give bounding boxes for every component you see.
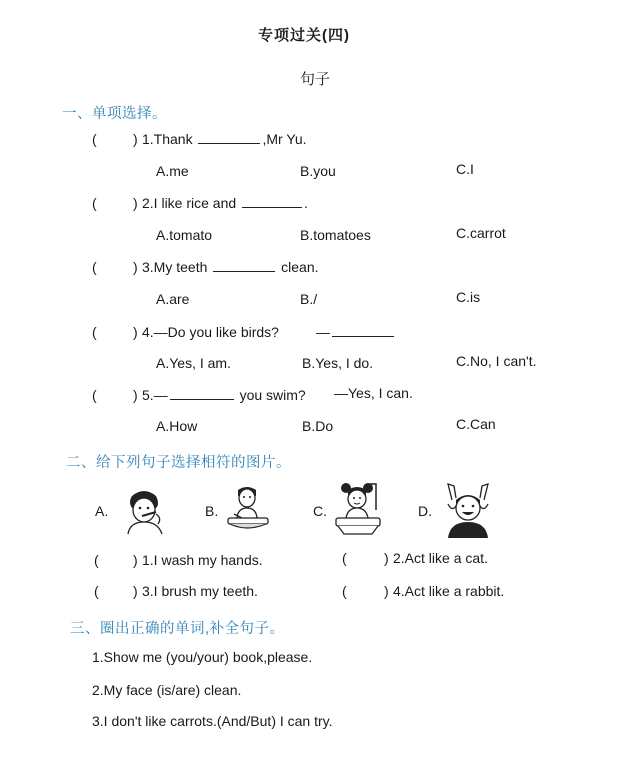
option-2b: B.tomatoes <box>300 227 371 243</box>
option-2a: A.tomato <box>156 227 213 243</box>
question-3 <box>142 259 319 275</box>
answer-blank[interactable] <box>198 142 260 144</box>
answer-paren-close: ) <box>133 552 138 568</box>
brushing-teeth-picture <box>118 488 170 536</box>
question-4-reply <box>316 324 396 340</box>
answer-paren-close: ) <box>133 387 138 403</box>
picture-label-a: A. <box>95 503 109 519</box>
answer-paren-open: ( <box>342 583 347 599</box>
option-5c: C.Can <box>456 416 496 432</box>
picture-label-c: C. <box>313 503 327 519</box>
question-2 <box>142 195 308 211</box>
section3-heading: 三、圈出正确的单词,补全句子。 <box>70 621 285 637</box>
answer-blank[interactable] <box>242 206 302 208</box>
question-4-post: — <box>316 324 330 340</box>
answer-paren-open: ( <box>92 387 97 403</box>
match-item-3: 3.I brush my teeth. <box>142 583 258 599</box>
answer-paren-open: ( <box>94 583 99 599</box>
answer-paren-open: ( <box>92 259 97 275</box>
answer-blank[interactable] <box>213 270 275 272</box>
option-1b: B.you <box>300 163 336 179</box>
answer-blank[interactable] <box>170 398 234 400</box>
washing-hands-picture <box>222 484 272 534</box>
match-item-1: 1.I wash my hands. <box>142 552 263 568</box>
option-3a: A.are <box>156 291 190 307</box>
question-4 <box>142 324 279 340</box>
question-1-pre: 1.Thank <box>142 131 193 147</box>
picture-label-d: D. <box>418 503 432 519</box>
answer-paren-close: ) <box>384 550 389 566</box>
option-2c: C.carrot <box>456 225 506 241</box>
option-3b: B./ <box>300 291 318 307</box>
answer-paren-open: ( <box>92 324 97 340</box>
answer-paren-open: ( <box>92 195 97 211</box>
question-5-pre: 5.— <box>142 387 168 403</box>
question-1-post: ,Mr Yu. <box>262 131 307 147</box>
answer-blank[interactable] <box>332 335 394 337</box>
question-1 <box>142 131 307 147</box>
answer-paren-close: ) <box>133 324 138 340</box>
option-5b: B.Do <box>302 418 334 434</box>
question-5-reply: —Yes, I can. <box>334 385 413 401</box>
rabbit-ears-picture <box>442 482 494 538</box>
match-item-2: 2.Act like a cat. <box>393 550 488 566</box>
match-item-4: 4.Act like a rabbit. <box>393 583 505 599</box>
option-4c: C.No, I can't. <box>456 353 537 369</box>
fill-item-2: 2.My face (is/are) clean. <box>92 682 242 698</box>
option-4a: A.Yes, I am. <box>156 355 231 371</box>
answer-paren-open: ( <box>94 552 99 568</box>
question-5 <box>142 387 306 403</box>
option-5a: A.How <box>156 418 198 434</box>
answer-paren-close: ) <box>133 259 138 275</box>
option-1c: C.I <box>456 161 474 177</box>
question-2-pre: 2.I like rice and <box>142 195 237 211</box>
fill-item-3: 3.I don't like carrots.(And/But) I can try. <box>92 713 333 729</box>
picture-label-b: B. <box>205 503 219 519</box>
option-4b: B.Yes, I do. <box>302 355 374 371</box>
answer-paren-close: ) <box>133 131 138 147</box>
question-3-post: clean. <box>281 259 319 275</box>
answer-paren-close: ) <box>384 583 389 599</box>
question-4-pre: 4.—Do you like birds? <box>142 324 279 340</box>
fill-item-1: 1.Show me (you/your) book,please. <box>92 649 313 665</box>
page-title: 专项过关(四) <box>258 27 350 44</box>
girl-at-sink-picture <box>332 480 384 536</box>
question-5-post: you swim? <box>239 387 306 403</box>
answer-paren-close: ) <box>133 195 138 211</box>
question-3-pre: 3.My teeth <box>142 259 208 275</box>
page-subtitle: 句子 <box>300 71 331 88</box>
option-3c: C.is <box>456 289 481 305</box>
answer-paren-close: ) <box>133 583 138 599</box>
section2-heading: 二、给下列句子选择相符的图片。 <box>66 455 291 471</box>
option-1a: A.me <box>156 163 189 179</box>
question-2-post: . <box>304 195 308 211</box>
answer-paren-open: ( <box>92 131 97 147</box>
section1-heading: 一、单项选择。 <box>62 106 167 122</box>
answer-paren-open: ( <box>342 550 347 566</box>
